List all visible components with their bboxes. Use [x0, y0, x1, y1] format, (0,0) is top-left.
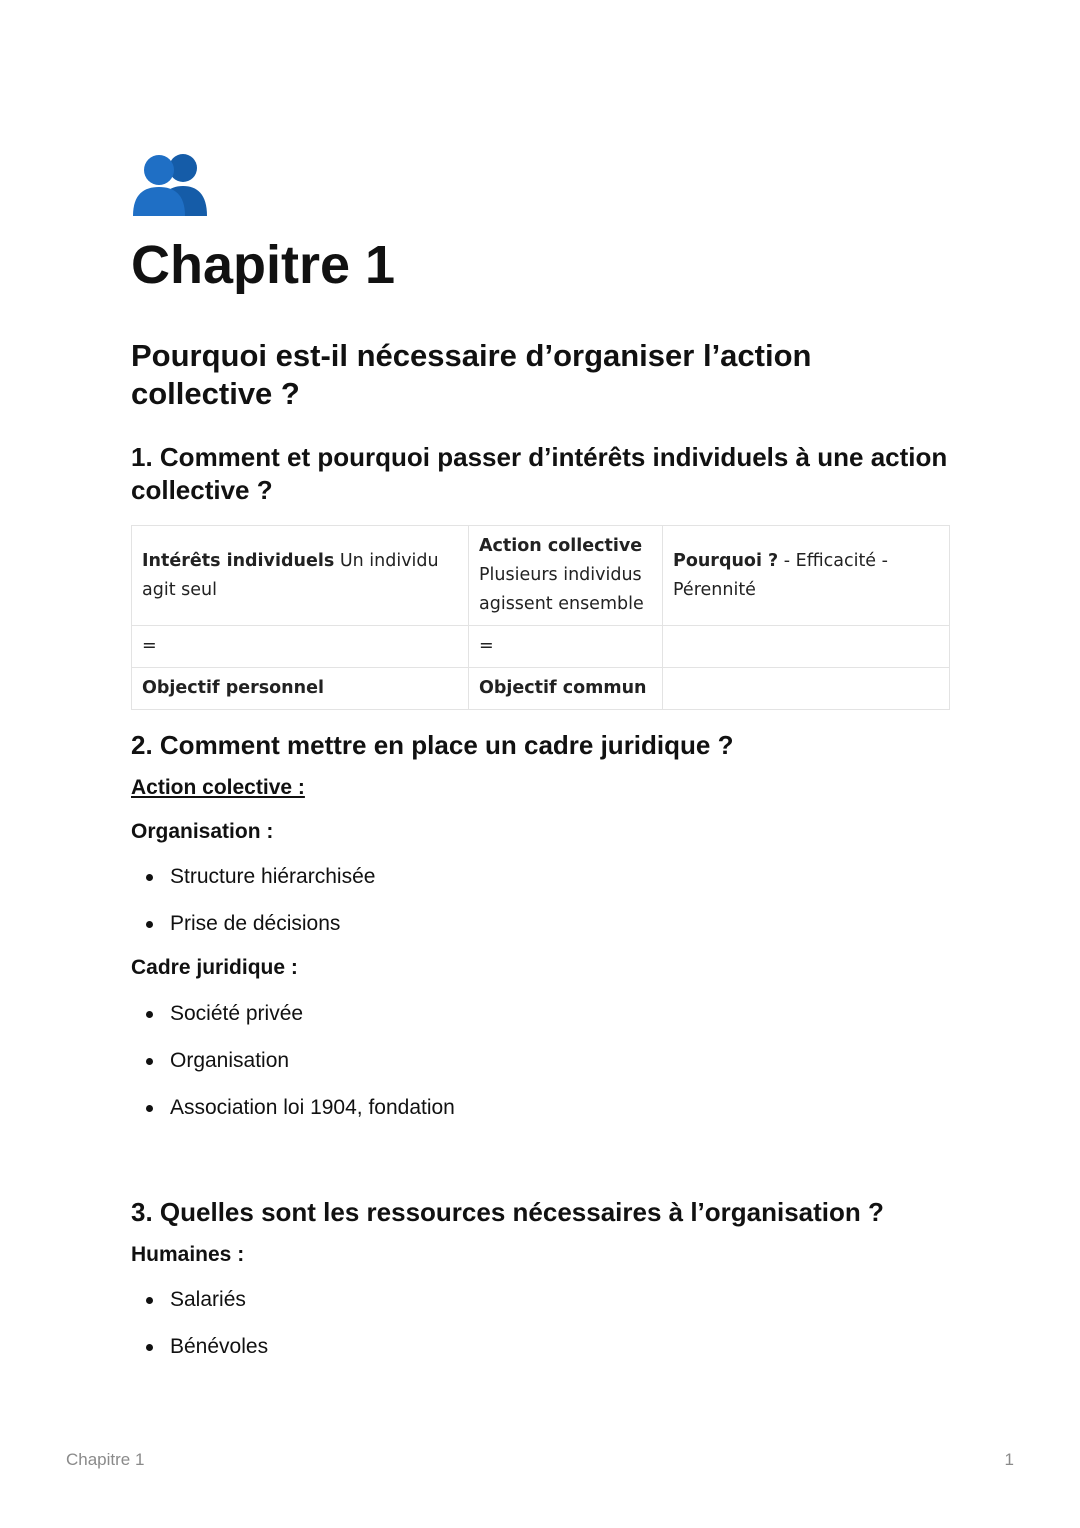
table-row: [132, 668, 950, 710]
footer-title: Chapitre 1: [66, 1450, 145, 1469]
organisation-list: [131, 864, 375, 958]
table-cell: [663, 668, 950, 710]
cell-text: Plusieurs individus agissent ensemble: [479, 565, 644, 614]
table-row: [132, 526, 950, 626]
action-colective-label: Action colective :: [131, 776, 305, 799]
humaines-label: Humaines :: [131, 1243, 245, 1266]
page-number: 1: [1004, 1450, 1014, 1469]
table-cell: =: [132, 626, 469, 668]
humaines-list: [131, 1287, 268, 1381]
list-item: Association loi 1904, fondation: [131, 1095, 455, 1142]
section-3-heading: 3. Quelles sont les ressources nécessaires à l’organisation ?: [131, 1197, 884, 1227]
table-cell: [663, 626, 950, 668]
table-cell: [469, 526, 663, 626]
list-item: Organisation: [131, 1048, 455, 1095]
list-item: Salariés: [131, 1287, 268, 1334]
organisation-label: Organisation :: [131, 820, 274, 843]
list-item: Société privée: [131, 1001, 455, 1048]
main-heading: Pourquoi est-il nécessaire d’organiser l’action collective ?: [131, 338, 812, 411]
cadre-juridique-label: Cadre juridique :: [131, 956, 298, 979]
section-2-heading: 2. Comment mettre en place un cadre juridique ?: [131, 730, 734, 760]
list-item: Prise de décisions: [131, 911, 375, 958]
cell-bold-text: Action collective: [479, 536, 643, 556]
cell-text: Un individu agit seul: [142, 550, 439, 600]
cell-bold-text: Pourquoi ?: [673, 550, 779, 571]
cell-text: - Efficacité - Pérennité: [673, 550, 888, 600]
list-item: Bénévoles: [131, 1334, 268, 1381]
list-item: Structure hiérarchisée: [131, 864, 375, 911]
table-row: [132, 626, 950, 668]
table-cell: [663, 526, 950, 626]
interests-table: [131, 525, 950, 710]
busts-in-silhouette-icon: [131, 150, 213, 220]
table-cell: =: [469, 626, 663, 668]
table-cell: Objectif commun: [469, 668, 663, 710]
table-cell: [132, 526, 469, 626]
cadre-juridique-list: [131, 1001, 455, 1142]
table-cell: Objectif personnel: [132, 668, 469, 710]
cell-bold-text: Intérêts individuels: [142, 550, 335, 571]
page-title: Chapitre 1: [131, 235, 396, 295]
section-1-heading: 1. Comment et pourquoi passer d’intérêts individuels à une action collective ?: [131, 442, 948, 505]
